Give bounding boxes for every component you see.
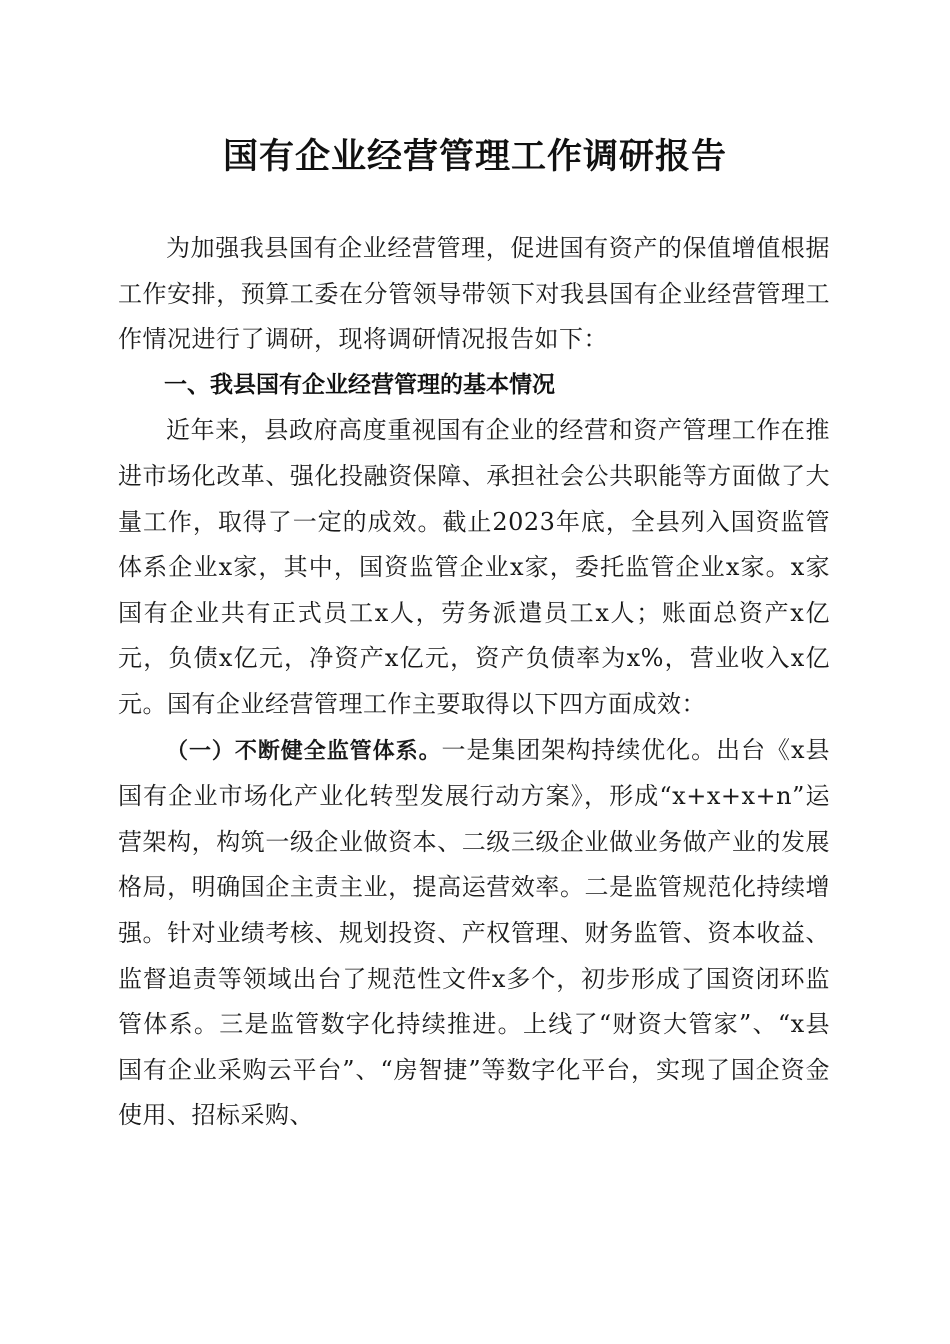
document-title: 国有企业经营管理工作调研报告 — [222, 136, 727, 177]
section-heading: 一、我县国有企业经营管理的基本情况 — [164, 371, 555, 398]
intro-paragraph: 为加强我县国有企业经营管理，促进国有资产的保值增值根据工作安排，预算工委在分管领导带领下对我县国有企业经营管理工作情况进行了调研，现将调研情况报告如下： — [118, 234, 830, 354]
subsection-heading: （一）不断健全监管体系。 — [166, 738, 442, 764]
subsection-paragraph — [118, 728, 830, 1139]
subsection-text: 一是集团架构持续优化。出台《x县国有企业市场化产业化转型发展行动方案》，形成“x+x+x+n”运营架构，构筑一级企业做资本、二级三级企业做业务做产业的发展格局，明确国企主责主业，提高运营效率。二是监管规范化持续增强。针对业绩考核、规划投资、产权管理、财务监管、资本收益、监督追责等领域出台了规范性文件x多个，初步形成了国资闭环监管体系。三是监管数字化持续推进。上线了“财资大管家”、“x县国有企业采购云平台”、“房智捷”等数字化平台，实现了国企资金使用、招标采购、 — [118, 735, 830, 1130]
document-body — [118, 226, 830, 1139]
section-paragraph: 近年来，县政府高度重视国有企业的经营和资产管理工作在推进市场化改革、强化投融资保障、承担社会公共职能等方面做了大量工作，取得了一定的成效。截止2023年底，全县列入国资监管体系企业x家，其中，国资监管企业x家，委托监管企业x家。x家国有企业共有正式员工x人，劳务派遣员工x人；账面总资产x亿元，负债x亿元，净资产x亿元，资产负债率为x%，营业收入x亿元。国有企业经营管理工作主要取得以下四方面成效： — [118, 416, 830, 718]
